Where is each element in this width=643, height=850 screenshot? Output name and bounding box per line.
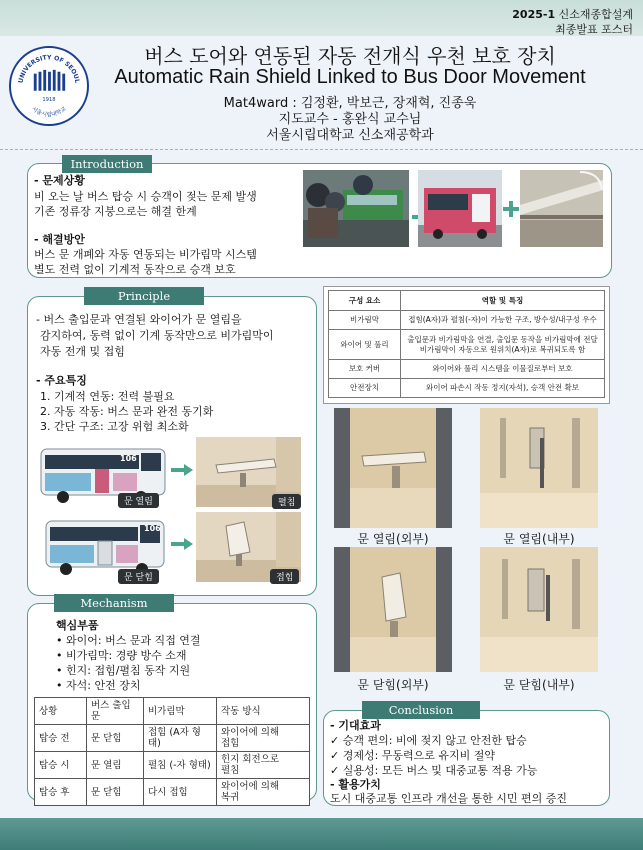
mech-cell: 와이어에 의해 복귀 [217,779,310,806]
roles-cell: 와이어와 풀리 시스템을 이물질로부터 보호 [401,360,605,379]
effect-2: ✓ 경제성: 무동력으로 유지비 절약 [330,749,496,762]
feature-3: 3. 간단 구조: 고장 위험 최소화 [40,420,189,433]
value-heading: - 활용가치 [330,778,381,791]
mech-cell: 탑승 시 [35,752,87,779]
tag-door-close: 문 닫힘 [118,569,159,584]
roles-cell: 비가림막 [329,311,401,330]
caption-open-inside: 문 열림(내부) [503,532,575,546]
roles-cell: 와이어 파손시 작동 정지(자석), 승객 안전 확보 [401,379,605,398]
roles-cell: 와이어 및 풀리 [329,330,401,360]
part-wire: • 와이어: 버스 문과 직접 연결 [56,634,201,647]
problem-line-2: 기존 정류장 지붕으로는 해결 한계 [34,205,197,218]
roles-table [328,290,605,398]
principle-line-2: 감지하여, 동력 없이 기계 동작만으로 비가림막이 [40,329,274,342]
principle-arrow-1-icon [171,461,193,473]
roles-cell: 접힘(A자)과 펼침(-자)이 가능한 구조, 방수성/내구성 우수 [401,311,605,330]
bottom-band [0,818,643,850]
door-closed-inside-photo [480,547,598,672]
mech-cell: 문 열림 [87,752,144,779]
tag-fold: 접힘 [270,569,299,584]
mech-cell: 다시 접힘 [144,779,217,806]
team-names: Mat4ward : 김정환, 박보근, 장재혁, 진종욱 [223,96,477,111]
caption-open-outside: 문 열림(외부) [357,532,429,546]
plus-icon [503,201,519,217]
effect-3: ✓ 실용성: 모든 버스 및 대중교통 적용 가능 [330,764,538,777]
part-shield: • 비가림막: 경량 방수 소재 [56,649,187,662]
conclusion-label: Conclusion [362,701,480,719]
logo-ring-text-top: UNIVERSITY OF SEOUL [17,54,81,84]
mech-cell: 힌지 회전으로 펼침 [217,752,310,779]
mechanism-table [34,697,310,806]
mech-cell: 문 닫힘 [87,779,144,806]
table-row [329,379,605,398]
title-korean: 버스 도어와 연동된 자동 전개식 우천 보호 장치 [144,44,556,68]
title-english: Automatic Rain Shield Linked to Bus Door Movement [114,66,586,88]
door-closed-outside-photo [334,547,452,672]
mech-cell: 탑승 후 [35,779,87,806]
course-subtitle: 최종발표 포스터 [555,23,633,36]
feature-1: 1. 기계적 연동: 전력 불필요 [40,390,175,403]
principle-arrow-2-icon [171,535,193,547]
logo-ring-text-bottom: 서울시립대학교 [30,106,68,119]
mech-cell: 와이어에 의해 접힘 [217,725,310,752]
principle-line-3: 자동 전개 및 접힘 [40,345,125,358]
effect-1: ✓ 승객 편의: 비에 젖지 않고 안전한 탑승 [330,734,527,747]
solution-line-1: 버스 문 개폐와 자동 연동되는 비가림막 시스템 [34,248,257,261]
part-magnet: • 자석: 안전 장치 [56,679,141,692]
course-year: 2025-1 [512,8,556,21]
shelter-roof-photo [520,170,603,247]
logo-emblem [34,70,65,91]
bus-photo [418,170,502,247]
problem-heading: - 문제상황 [34,174,85,187]
department: 서울시립대학교 신소재공학과 [266,128,434,143]
course-title: 신소재종합설계 [558,8,633,21]
problem-line-1: 비 오는 날 버스 탑승 시 승객이 젖는 문제 발생 [34,190,257,203]
mech-cell: 문 닫힘 [87,725,144,752]
principle-line-1: - 버스 출입문과 연결된 와이어가 문 열림을 [36,313,242,326]
table-row [329,311,605,330]
roles-header-component: 구성 요소 [329,291,401,311]
header-divider [0,149,643,150]
mech-cell: 탑승 전 [35,725,87,752]
part-hinge: • 힌지: 접힘/펼침 동작 지원 [56,664,191,677]
mech-header-door: 버스 출입문 [87,698,144,725]
bus-number-2: 106 [144,524,161,533]
rainy-bus-stop-photo [303,170,409,247]
table-row [35,779,310,806]
mech-header-situation: 상황 [35,698,87,725]
door-open-outside-photo [334,408,452,528]
mech-cell: 접힘 (A자 형태) [144,725,217,752]
features-heading: - 주요특징 [36,374,87,387]
mech-header-operation: 작동 방식 [217,698,310,725]
svg-text:서울시립대학교 [30,105,68,119]
core-parts-heading: 핵심부품 [56,619,99,632]
value-line: 도시 대중교통 인프라 개선을 통한 시민 편의 증진 [330,792,567,805]
table-row [35,752,310,779]
solution-heading: - 해결방안 [34,233,85,246]
solution-line-2: 별도 전력 없이 기계적 동작으로 승객 보호 [34,263,236,276]
university-logo [9,46,89,126]
caption-closed-inside: 문 닫힘(내부) [503,678,575,692]
tag-door-open: 문 열림 [118,493,159,508]
bus-number-1: 106 [120,454,137,463]
course-info [512,7,633,37]
roles-cell: 출입문과 비가림막을 연결, 출입문 동작을 비가림막에 전달 비가림막이 자동으로 원위치(A자)로 복귀되도록 함 [401,330,605,360]
feature-2: 2. 자동 작동: 버스 문과 완전 동기화 [40,405,214,418]
mech-header-shield: 비가림막 [144,698,217,725]
roles-cell: 보호 커버 [329,360,401,379]
caption-closed-outside: 문 닫힘(외부) [357,678,429,692]
mechanism-label: Mechanism [54,594,174,612]
mech-cell: 펼침 (-자 형태) [144,752,217,779]
logo-year: 1918 [42,97,56,104]
door-open-inside-photo [480,408,598,528]
table-row [329,330,605,360]
tag-unfold: 펼침 [272,494,301,509]
principle-label: Principle [84,287,204,305]
table-row [35,725,310,752]
effects-heading: - 기대효과 [330,719,381,732]
table-row [329,360,605,379]
introduction-label: Introduction [62,155,152,173]
roles-cell: 안전장치 [329,379,401,398]
roles-header-role: 역할 및 특징 [401,291,605,311]
advisor: 지도교수 - 홍완식 교수님 [278,112,422,127]
